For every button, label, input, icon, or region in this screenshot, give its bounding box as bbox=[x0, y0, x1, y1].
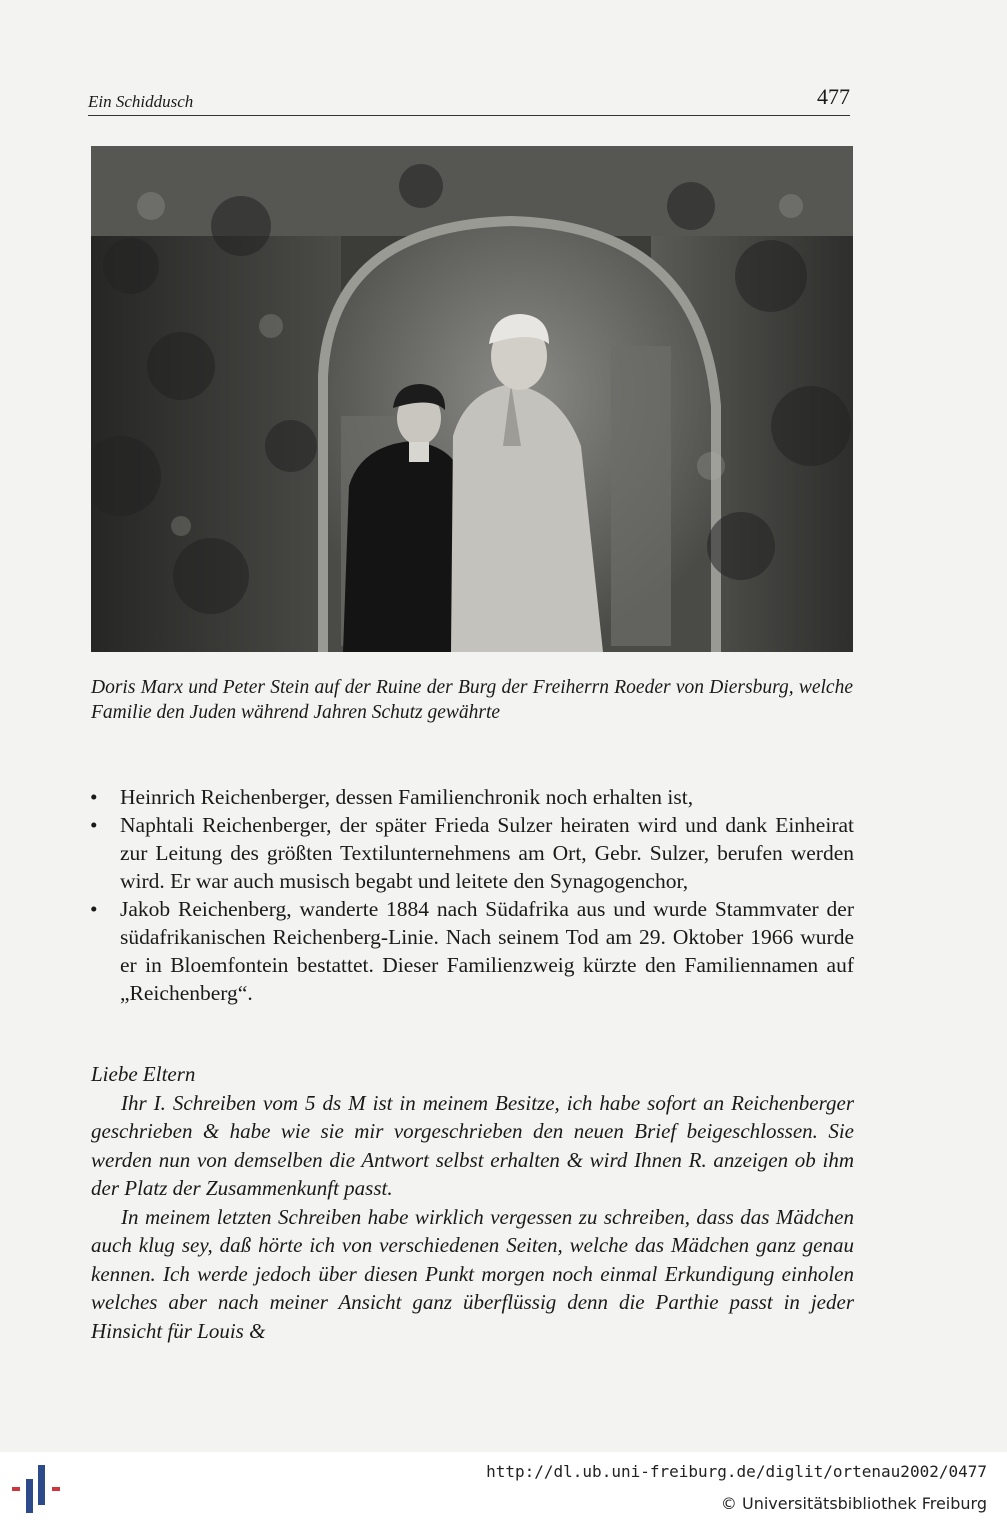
list-item bbox=[90, 811, 854, 895]
page-number: 477 bbox=[817, 84, 850, 109]
list-item-text: Naphtali Reichenberger, der später Frieda Sulzer heiraten wird und dank Einheirat zur Leitung des größten Textilunternehmens am Ort, Gebr. Sulzer, berufen werden wird. Er war auch musisch begabt und leitete den Synagogenchor, bbox=[120, 813, 854, 893]
bullet-marker: • bbox=[90, 897, 98, 921]
university-library-logo-icon bbox=[12, 1465, 64, 1513]
running-title: Ein Schiddusch bbox=[88, 92, 194, 111]
bullet-marker: • bbox=[90, 785, 98, 809]
copyright-notice: © Universitätsbibliothek Freiburg bbox=[720, 1494, 987, 1513]
quoted-letter bbox=[91, 1060, 854, 1345]
bullet-list bbox=[90, 783, 854, 1007]
photograph bbox=[91, 146, 853, 652]
photo-caption: Doris Marx und Peter Stein auf der Ruine der Burg der Freiherrn Roeder von Diersburg, welche Familie den Juden während Jahren Schutz gewährte bbox=[91, 677, 853, 723]
source-url-link[interactable]: http://dl.ub.uni-freiburg.de/diglit/ortenau2002/0477 bbox=[486, 1462, 987, 1481]
letter-paragraph: In meinem letzten Schreiben habe wirklich vergessen zu schreiben, dass das Mädchen auch klug sey, daß hörte ich von verschiedenen Seiten, welche das Mädchen ganz genau kennen. Ich werde jedoch über diesen Punkt morgen noch einmal Erkundigung einholen welches aber nach meiner Ansicht ganz überflüssig denn die Parthie passt in jeder Hinsicht für Louis & bbox=[91, 1204, 854, 1343]
header-rule bbox=[88, 115, 850, 116]
letter-salutation: Liebe Eltern bbox=[91, 1062, 196, 1086]
list-item-text: Jakob Reichenberg, wanderte 1884 nach Südafrika aus und wurde Stammvater der südafrikanischen Reichenberg-Linie. Nach seinem Tod am 29. Oktober 1966 wurde er in Bloemfontein bestattet. Dieser Familienzweig kürzte den Familiennamen auf „Reichenberg“. bbox=[120, 897, 854, 1005]
list-item bbox=[90, 783, 854, 811]
list-item-text: Heinrich Reichenberger, dessen Familienchronik noch erhalten ist, bbox=[120, 785, 694, 809]
bullet-marker: • bbox=[90, 813, 98, 837]
letter-paragraph: Ihr I. Schreiben vom 5 ds M ist in meinem Besitze, ich habe sofort an Reichenberger geschrieben & habe wie sie mir vorgeschrieben den neuen Brief beigeschlossen. Sie werden nun von demselben die Antwort selbst erhalten & wird Ihnen R. anzeigen ob ihm der Platz der Zusammenkunft passt. bbox=[91, 1090, 854, 1200]
photo-illustration bbox=[91, 146, 853, 652]
list-item bbox=[90, 895, 854, 1007]
